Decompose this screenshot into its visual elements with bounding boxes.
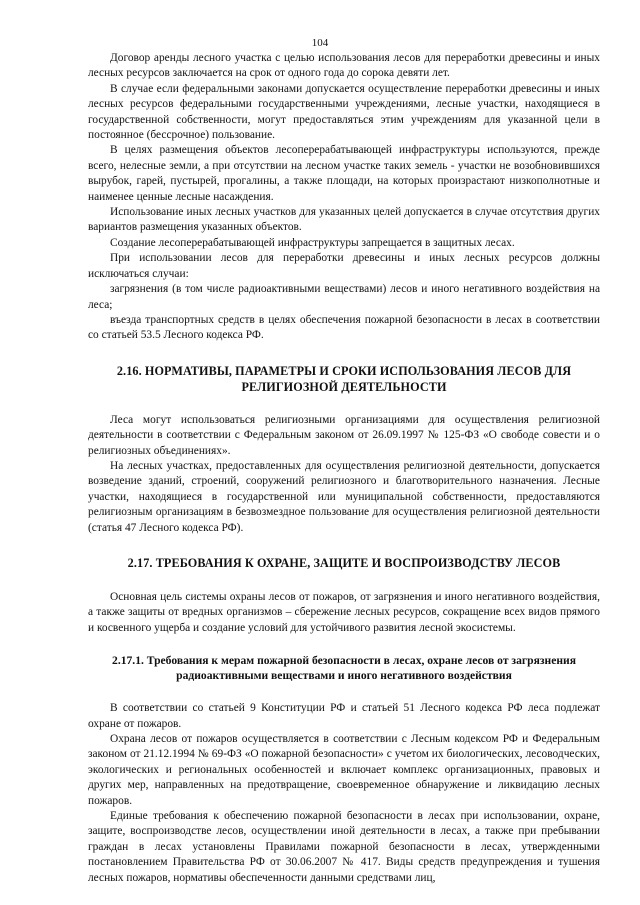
paragraph: В целях размещения объектов лесоперерабатывающей инфраструктуры используются, прежде всего, нелесные земли, а при отсутствии на лесном участке таких земель - участки не возобновившихся вырубок, гарей, пустырей, прогалины, а также площади, на которых произрастают низкополнотные и наименее ценные лесные насаждения.: [88, 144, 600, 203]
paragraph: На лесных участках, предоставленных для осуществления религиозной деятельности, допускается возведение зданий, строений, сооружений религиозного и благотворительного назначения. Лесные участки, находящиеся в государственной или муниципальной собственности, предоставляются религиозным организациям в безвозмездное пользование для осуществления религиозной деятельности (статья 47 Лесного кодекса РФ).: [88, 459, 600, 534]
paragraph: Леса могут использоваться религиозными организациями для осуществления религиозной деятельности в соответствии с Федеральным законом от 26.09.1997 № 125-ФЗ «О свободе совести и о религиозных объединениях».: [88, 413, 600, 457]
section-2-16: [88, 413, 600, 536]
paragraph: въезда транспортных средств в целях обеспечения пожарной безопасности в лесах в соответствии со статьей 53.5 Лесного кодекса РФ.: [88, 313, 600, 342]
paragraph: Использование иных лесных участков для указанных целей допускается в случае отсутствия других вариантов размещения указанных объектов.: [88, 206, 600, 234]
page-number: 104: [311, 37, 329, 49]
section-heading-2-16: 2.16. НОРМАТИВЫ, ПАРАМЕТРЫ И СРОКИ ИСПОЛЬЗОВАНИЯ ЛЕСОВ ДЛЯ РЕЛИГИОЗНОЙ ДЕЯТЕЛЬНОСТИ: [116, 363, 572, 394]
section-heading-2-17: 2.17. ТРЕБОВАНИЯ К ОХРАНЕ, ЗАЩИТЕ И ВОСПРОИЗВОДСТВУ ЛЕСОВ: [127, 555, 561, 570]
page-content: [88, 51, 600, 886]
section-2-15-continuation: [88, 51, 600, 344]
paragraph: В случае если федеральными законами допускается осуществление переработки древесины и иных лесных ресурсов федеральными государственными учреждениями, лесные участки, находящиеся в государственной собственности, могут предоставляться этим учреждениям для указанной цели в постоянное (бессрочное) пользование.: [88, 82, 600, 142]
subsection-heading-2-17-1: 2.17.1. Требования к мерам пожарной безопасности в лесах, охране лесов от загрязнения радиоактивными веществами и иного негативного воздействия: [112, 654, 576, 683]
paragraph: В соответствии со статьей 9 Конституции РФ и статьей 51 Лесного кодекса РФ леса подлежат охране от пожаров.: [88, 702, 600, 730]
paragraph: Охрана лесов от пожаров осуществляется в соответствии с Лесным кодексом РФ и Федеральным законом от 21.12.1994 № 69-ФЗ «О пожарной безопасности» с учетом их биологических, лесоводческих, экологических и региональных особенностей и включает комплекс организационных, правовых и других мер, направленных на предотвращение, своевременное обнаружение и ликвидацию лесных пожаров.: [88, 733, 600, 807]
section-2-17-1: [88, 701, 600, 886]
paragraph: При использовании лесов для переработки древесины и иных лесных ресурсов должны исключаться случаи:: [88, 252, 600, 280]
section-2-17: [88, 590, 600, 636]
paragraph: Создание лесоперерабатывающей инфраструктуры запрещается в защитных лесах.: [110, 236, 515, 249]
paragraph: Основная цель системы охраны лесов от пожаров, от загрязнения и иного негативного воздействия, а также защиты от вредных организмов – сбережение лесных ресурсов, сокращение всех видов прямого и косвенного ущерба и создание условий для устойчивого развития лесной экосистемы.: [88, 590, 600, 634]
paragraph: Единые требования к обеспечению пожарной безопасности в лесах при использовании, охране, защите, воспроизводстве лесов, осуществлении иной деятельности в лесах, а также при пребывании граждан в лесах установлены Правилами пожарной безопасности в лесах, утвержденными постановлением Правительства РФ от 30.06.2007 № 417. Виды средств предупреждения и тушения лесных пожаров, нормативы обеспеченности данными средствами лиц,: [88, 810, 600, 884]
paragraph: загрязнения (в том числе радиоактивными веществами) лесов и иного негативного воздействия на леса;: [88, 283, 600, 311]
paragraph: Договор аренды лесного участка с целью использования лесов для переработки древесины и иных лесных ресурсов заключается на срок от одного года до сорока девяти лет.: [88, 52, 600, 80]
